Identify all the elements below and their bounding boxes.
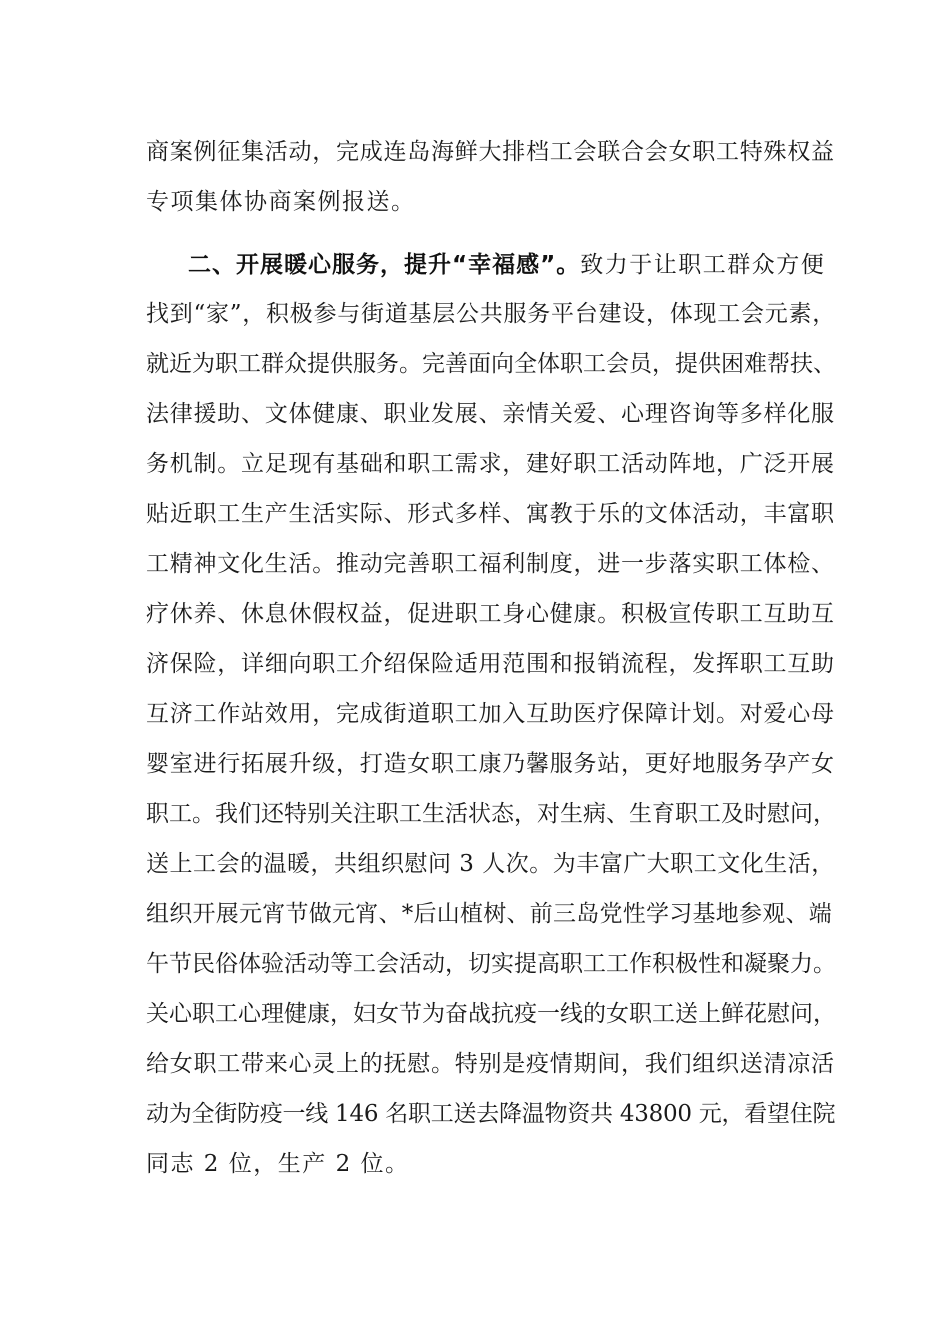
paragraph-text: 致力于让职工群众方便 xyxy=(580,252,826,278)
paragraph-line: 午节民俗体验活动等工会活动，切实提高职工工作积极性和凝聚力。 xyxy=(146,951,836,977)
paragraph-line: 务机制。立足现有基础和职工需求，建好职工活动阵地，广泛开展 xyxy=(146,451,835,477)
paragraph-line: 找到“家”，积极参与街道基层公共服务平台建设，体现工会元素， xyxy=(146,301,837,327)
section-line xyxy=(188,250,836,280)
paragraph-line: 给女职工带来心灵上的抚慰。特别是疫情期间，我们组织送清凉活 xyxy=(146,1051,835,1077)
paragraph-line: 职工。我们还特别关注职工生活状态，对生病、生育职工及时慰问， xyxy=(146,801,836,827)
paragraph-line: 组织开展元宵节做元宵、*后山植树、前三岛党性学习基地参观、端 xyxy=(146,901,832,927)
paragraph-line: 送上工会的温暖，共组织慰问 3 人次。为丰富广大职工文化生活， xyxy=(146,851,835,877)
paragraph-line: 动为全街防疫一线 146 名职工送去降温物资共 43800 元，看望住院 xyxy=(146,1101,836,1127)
section-heading: 二、开展暖心服务，提升“幸福感”。 xyxy=(188,252,581,278)
paragraph-line: 婴室进行拓展升级，打造女职工康乃馨服务站，更好地服务孕产女 xyxy=(146,751,835,777)
paragraph-line: 互济工作站效用，完成街道职工加入互助医疗保障计划。对爱心母 xyxy=(146,701,835,727)
paragraph-line: 就近为职工群众提供服务。完善面向全体职工会员，提供困难帮扶、 xyxy=(146,351,836,377)
paragraph-line: 商案例征集活动，完成连岛海鲜大排档工会联合会女职工特殊权益 xyxy=(146,139,835,165)
paragraph-line: 济保险，详细向职工介绍保险适用范围和报销流程，发挥职工互助 xyxy=(146,651,835,677)
paragraph-line: 工精神文化生活。推动完善职工福利制度，进一步落实职工体检、 xyxy=(146,551,835,577)
paragraph-line: 关心职工心理健康，妇女节为奋战抗疫一线的女职工送上鲜花慰问， xyxy=(146,1001,836,1027)
paragraph-line: 疗休养、休息休假权益，促进职工身心健康。积极宣传职工互助互 xyxy=(146,601,835,627)
paragraph-line: 专项集体协商案例报送。 xyxy=(146,189,416,215)
paragraph-line: 贴近职工生产生活实际、形式多样、寓教于乐的文体活动，丰富职 xyxy=(146,501,835,527)
paragraph-line: 同志 2 位，生产 2 位。 xyxy=(146,1151,410,1177)
paragraph-line: 法律援助、文体健康、职业发展、亲情关爱、心理咨询等多样化服 xyxy=(146,401,835,427)
